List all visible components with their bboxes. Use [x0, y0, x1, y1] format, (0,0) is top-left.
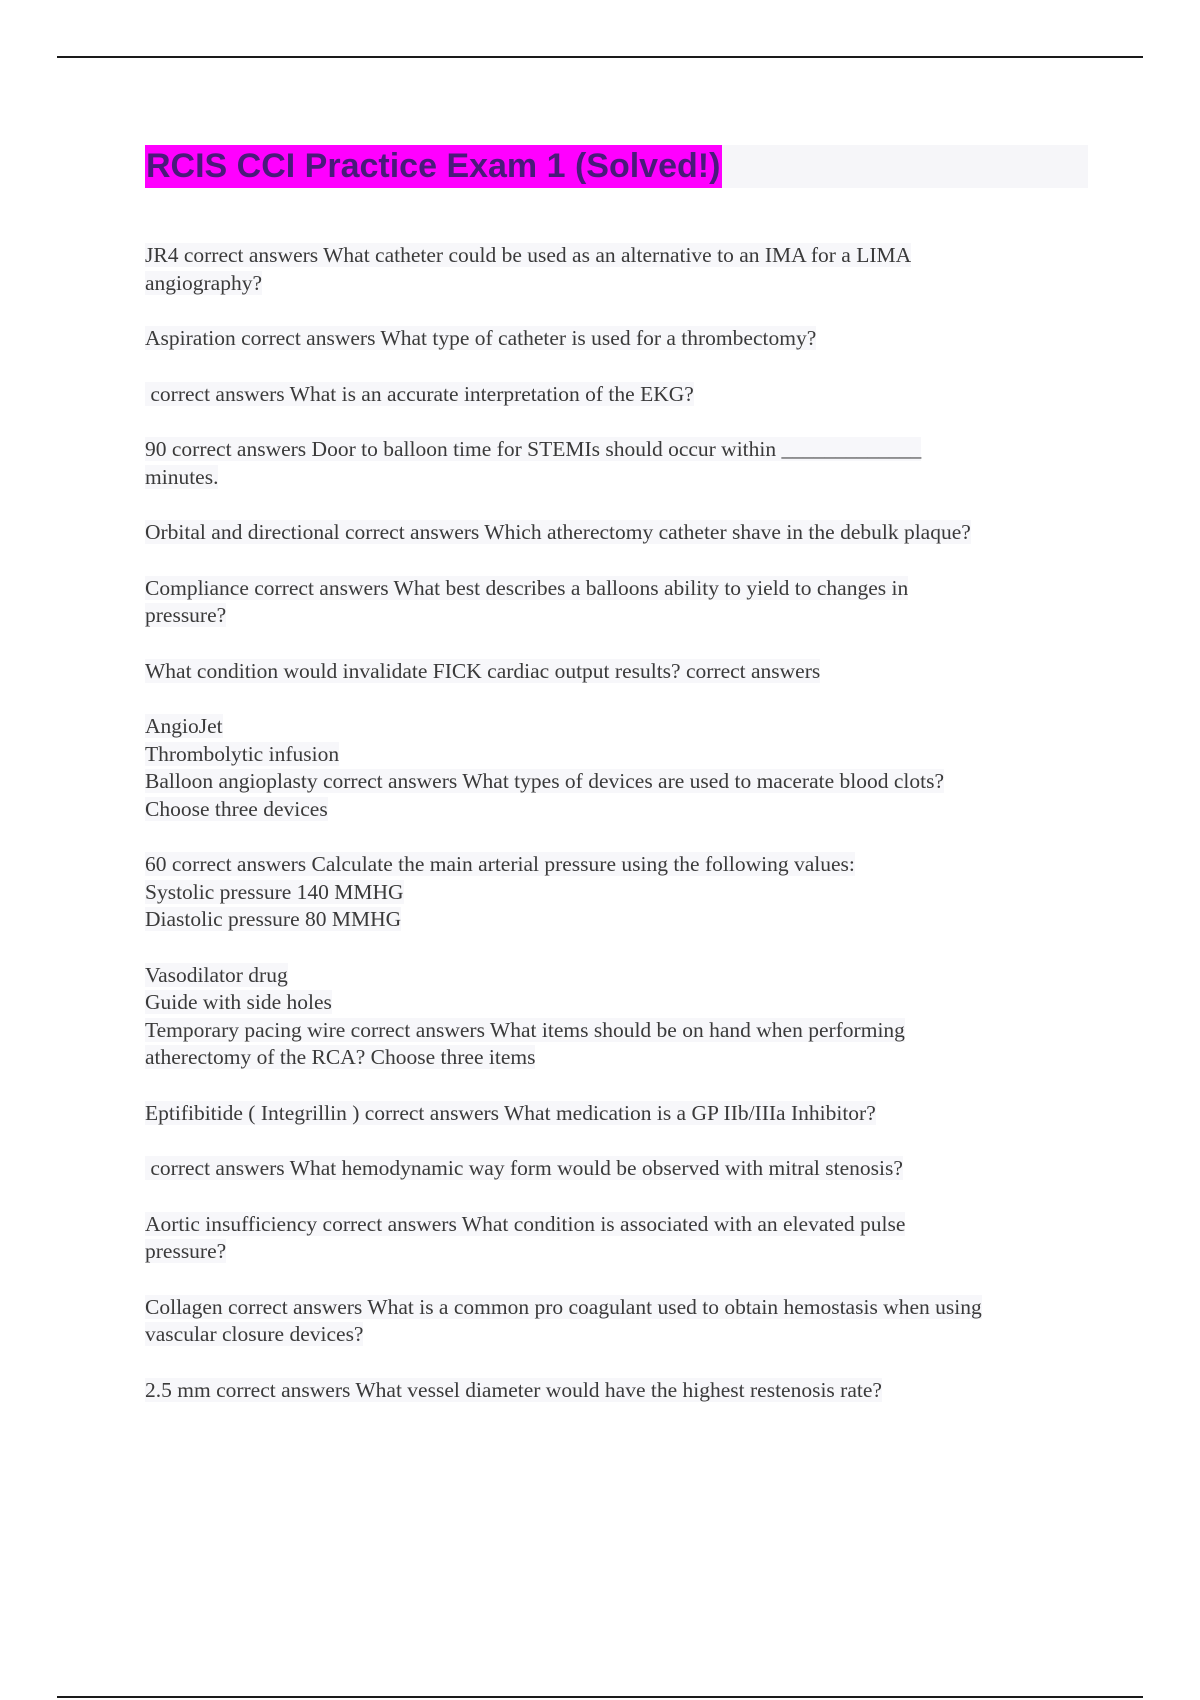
qa-item [145, 325, 1095, 353]
qa-item [145, 1377, 1095, 1405]
qa-line: Thrombolytic infusion [145, 741, 340, 766]
qa-item [145, 851, 1095, 934]
qa-line: atherectomy of the RCA? Choose three items [145, 1045, 536, 1069]
qa-item [145, 1211, 1095, 1266]
qa-item [145, 713, 1095, 823]
qa-line: What condition would invalidate FICK cardiac output results? correct answers [145, 658, 821, 683]
qa-line: Aspiration correct answers What type of catheter is used for a thrombectomy? [145, 326, 817, 350]
qa-line: Diastolic pressure 80 MMHG [145, 907, 402, 931]
qa-line: Orbital and directional correct answers Which atherectomy catheter shave in the debulk plaque? [145, 520, 971, 544]
qa-item [145, 519, 1095, 547]
qa-line: correct answers What hemodynamic way form would be observed with mitral stenosis? [145, 1156, 903, 1180]
top-rule [57, 56, 1143, 58]
qa-item [145, 575, 1095, 630]
qa-line: correct answers What is an accurate interpretation of the EKG? [145, 381, 694, 406]
bottom-rule [57, 1696, 1143, 1698]
qa-item [145, 1155, 1095, 1183]
qa-list [145, 242, 1095, 1432]
qa-line: Systolic pressure 140 MMHG [145, 879, 404, 904]
qa-item [145, 436, 1095, 491]
qa-line: AngioJet [145, 714, 223, 738]
qa-line: Balloon angioplasty correct answers What types of devices are used to macerate blood clots? [145, 769, 945, 793]
document-title: RCIS CCI Practice Exam 1 (Solved!) [145, 145, 722, 188]
qa-line: pressure? [145, 603, 227, 627]
qa-line: pressure? [145, 1239, 227, 1263]
qa-item [145, 381, 1095, 409]
qa-item [145, 1100, 1095, 1128]
qa-item [145, 1294, 1095, 1349]
qa-line: Compliance correct answers What best describes a balloons ability to yield to changes in [145, 575, 909, 600]
qa-line: Guide with side holes [145, 990, 332, 1014]
qa-line: 90 correct answers Door to balloon time for STEMIs should occur within _____________ [145, 437, 922, 461]
qa-item [145, 658, 1095, 686]
qa-item [145, 242, 1095, 297]
qa-line: 2.5 mm correct answers What vessel diameter would have the highest restenosis rate? [145, 1377, 882, 1402]
qa-line: Temporary pacing wire correct answers What items should be on hand when performing [145, 1017, 905, 1042]
qa-line: 60 correct answers Calculate the main arterial pressure using the following values: [145, 852, 855, 876]
qa-line: Aortic insufficiency correct answers What condition is associated with an elevated pulse [145, 1211, 906, 1236]
qa-line: vascular closure devices? [145, 1322, 364, 1346]
qa-line: Eptifibitide ( Integrillin ) correct answers What medication is a GP IIb/IIIa Inhibitor? [145, 1100, 876, 1125]
qa-line: minutes. [145, 464, 219, 489]
qa-item [145, 962, 1095, 1072]
qa-line: Choose three devices [145, 796, 328, 821]
qa-line: Vasodilator drug [145, 962, 288, 987]
qa-line: angiography? [145, 270, 263, 295]
qa-line: Collagen correct answers What is a common pro coagulant used to obtain hemostasis when using [145, 1294, 982, 1319]
qa-line: JR4 correct answers What catheter could be used as an alternative to an IMA for a LIMA [145, 243, 912, 267]
